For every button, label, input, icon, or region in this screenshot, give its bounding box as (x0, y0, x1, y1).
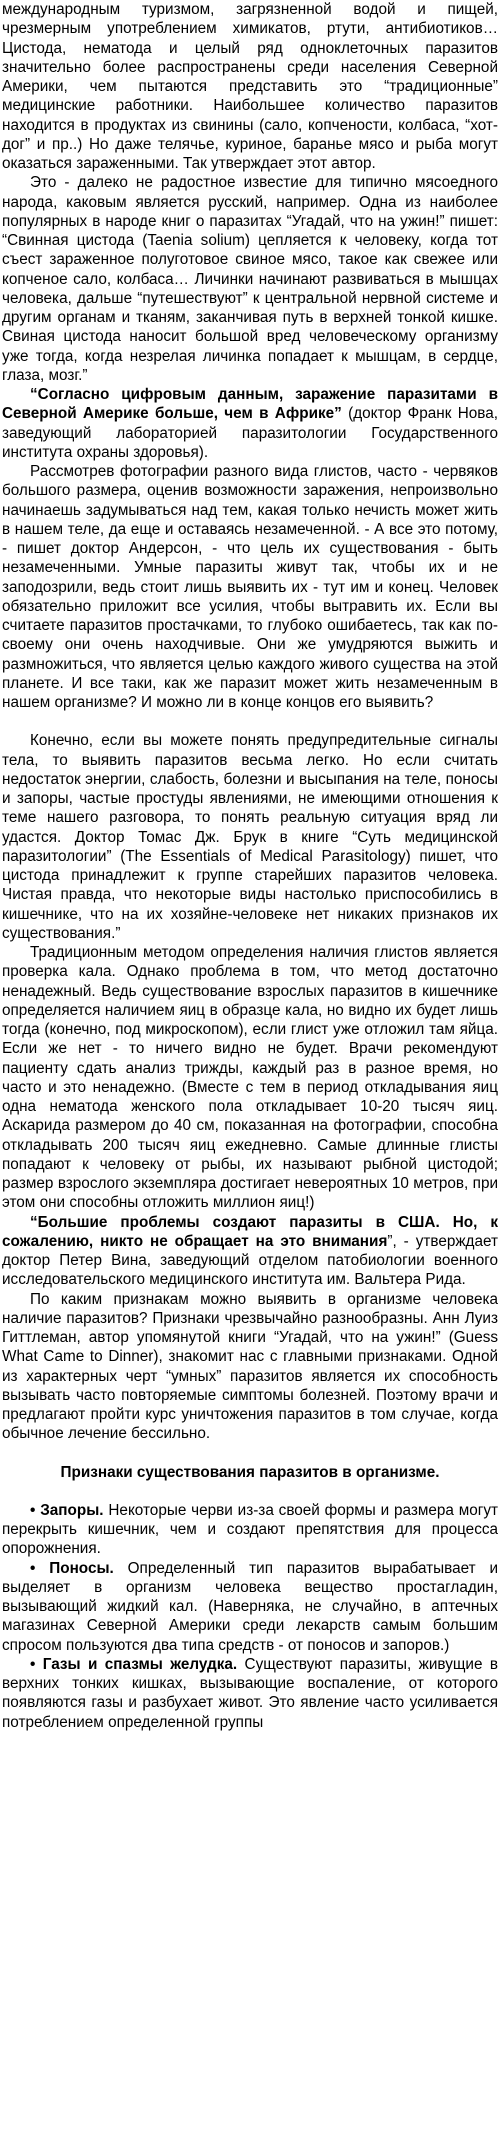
quote-wina (2, 1213, 498, 1290)
paragraph-signs-intro: По каким признакам можно выявить в организме человека наличие паразитов? Признаки чрезвычайно разнообразны. Анн Луиз Гиттлеман, автор упомянутой книги “Угадай, что на ужин!” (Guess What Came to Dinner), знакомит нас с главными признаками. Одной из характерных черт “умных” паразитов является их способность вызывать часто повторяемые симптомы болезней. Поэтому врачи и предлагают пройти курс уничтожения паразитов в том случае, когда обычное лечение бессильно. (2, 1290, 498, 1443)
bullet-text: Определенный тип паразитов вырабатывает и выделяет в организм человека вещество простагладин, вызывающий жидкий кал. (Наверняка, не случайно, в аптечных магазинах Северной Америки среди лекарств самым большим спросом пользуются два типа средств - от поносов и запоров.) (2, 1559, 498, 1654)
bullet-gas (2, 1655, 498, 1732)
quote-wina-bold: “Большие проблемы создают паразиты в США. Но, к сожалению, никто не обращает на это внимания (2, 1213, 498, 1250)
bullet-dot: • (30, 1559, 36, 1577)
quote-nova-attribution: (доктор Франк Нова, заведующий лабораторией паразитологии Государственного института охраны здоровья). (2, 405, 498, 461)
paragraph-pork-tapeworm: Это - далеко не радостное известие для типично мясоедного народа, каковым является русский, например. Одна из наиболее популярных в народе книг о паразитах “Угадай, что на ужин!” пишет: “Свинная цистода (Taenia solium) цепляется к человеку, когда тот съест зараженное полуготовое свиное мясо, такое как свежее или копченое сало, колбаса… Личинки начинают развиваться в мышцах человека, дальше “путешествуют” к центральной нервной системе и другим органам и тканям, заканчивая путь в верхней тонкой кишке. Свиная цистода наносит большой вред человеческому организму уже тогда, когда незрелая личинка попадает к мышцам, в сердце, глаза, мозг.” (2, 174, 498, 384)
paragraph-intro: международным туризмом, загрязненной водой и пищей, чрезмерным употреблением химикатов, ртути, антибиотиков… Цистода, нематода и целый ряд одноклеточных паразитов значительно более распространены среди населения Северной Америки, чем пытаются представить это “традиционные” медицинские работники. Наибольшее количество паразитов находится в продуктах из свинины (сало, копчености, колбаса, “хот-дог” и пр..) Но даже телячье, куриное, баранье мясо и рыба могут оказаться зараженными. Так утверждает этот автор. (2, 1, 498, 172)
bullet-term: Поносы. (49, 1559, 114, 1577)
bullet-term: Запоры. (40, 1501, 104, 1519)
quote-wina-attribution: ”, - утверждает доктор Петер Вина, заведующий отделом патобиологии военного исследовательского медицинского института им. Вальтера Рида. (2, 1232, 498, 1289)
bullet-dot: • (30, 1655, 36, 1673)
quote-nova (2, 385, 498, 462)
bullet-diarrhea (2, 1559, 498, 1655)
paragraph-stool-test: Традиционным методом определения наличия глистов является проверка кала. Однако проблема в том, что метод достаточно ненадежный. Ведь существование взрослых паразитов в кишечнике определяется наличием яиц в образце кала, но видно их будет лишь тогда (конечно, под микроскопом), если глист уже отложил там яйца. Если же нет - то ничего видно не будет. Врачи рекомендуют пациенту сдать анализ трижды, каждый раз в разное время, но часто и это ненадежно. (Вместе с тем в период откладывания яиц одна нематода женского пола откладывает 10-20 тысяч яиц. Аскарида размером до 40 см, показанная на фотографии, способна откладывать 200 тысяч яиц ежедневно. Самые длинные глисты попадают к человеку от рыбы, их называют рыбной цистодой; размер взрослого экземпляра достигает невероятных 10 метров, при этом они способны отложить миллион яиц!) (2, 944, 498, 1212)
paragraph-anderson: Рассмотрев фотографии разного вида глистов, часто - червяков большого размера, оценив возможности заражения, непроизвольно начинаешь задумываться над тем, какая только нечисть может жить в нашем теле, да еще и оставаясь незамеченной. - А все это потому, - пишет доктор Андерсон, - что цель их существования - быть незамеченными. Умные паразиты живут так, чтобы их и не заподозрили, ведь стоит лишь выявить их - тут им и конец. Человек обязательно приложит все усилия, чтобы вытравить их. Если вы считаете паразитов простачками, то глубоко ошибаетесь, так как по-своему они очень находчивые. Они же умудряются выжить и размножиться, что является целью каждого живого существа на этой планете. И все таки, как же паразит может жить незамеченным в нашем организме? И можно ли в конце концов его выявить? (2, 463, 498, 711)
spacer (2, 1444, 498, 1463)
quote-nova-bold: “Согласно цифровым данным, заражение паразитами в Северной Америке больше, чем в Африке” (2, 386, 498, 423)
bullet-term: Газы и спазмы желудка. (42, 1655, 238, 1673)
bullet-text: Существуют паразиты, живущие в верхних тонких кишках, вызывающие воспаление, от которого появляются газы и разбухает живот. Это явление часто усиливается потреблением определенной группы (2, 1655, 499, 1731)
section-heading: Признаки существования паразитов в организме. (60, 1463, 440, 1481)
paragraph-warning-signs: Конечно, если вы можете понять предупредительные сигналы тела, то выявить паразитов весьма легко. Но если считать недостаток энергии, слабость, болезни и высыпания на теле, поносы и запоры, частые простуды явлениями, не имеющими отношения к теме нашего разговора, то понять реальную ситуация вряд ли удастся. Доктор Томас Дж. Брук в книге “Суть медицинской паразитологии” (The Essentials of Medical Parasitology) пишет, что цистода принадлежит к группе старейших паразитов человека. Чистая правда, что некоторые виды настолько приспособились в кишечнике, что на их хозяйне-человеке нет никаких признаков их существования.” (2, 732, 498, 942)
spacer (2, 712, 498, 731)
spacer (2, 1482, 498, 1501)
bullet-constipation (2, 1501, 498, 1559)
bullet-dot: • (30, 1501, 36, 1519)
bullet-text: Некоторые черви из-за своей формы и размера могут перекрыть кишечник, чем и создают препятствия для процесса опорожнения. (2, 1501, 498, 1558)
